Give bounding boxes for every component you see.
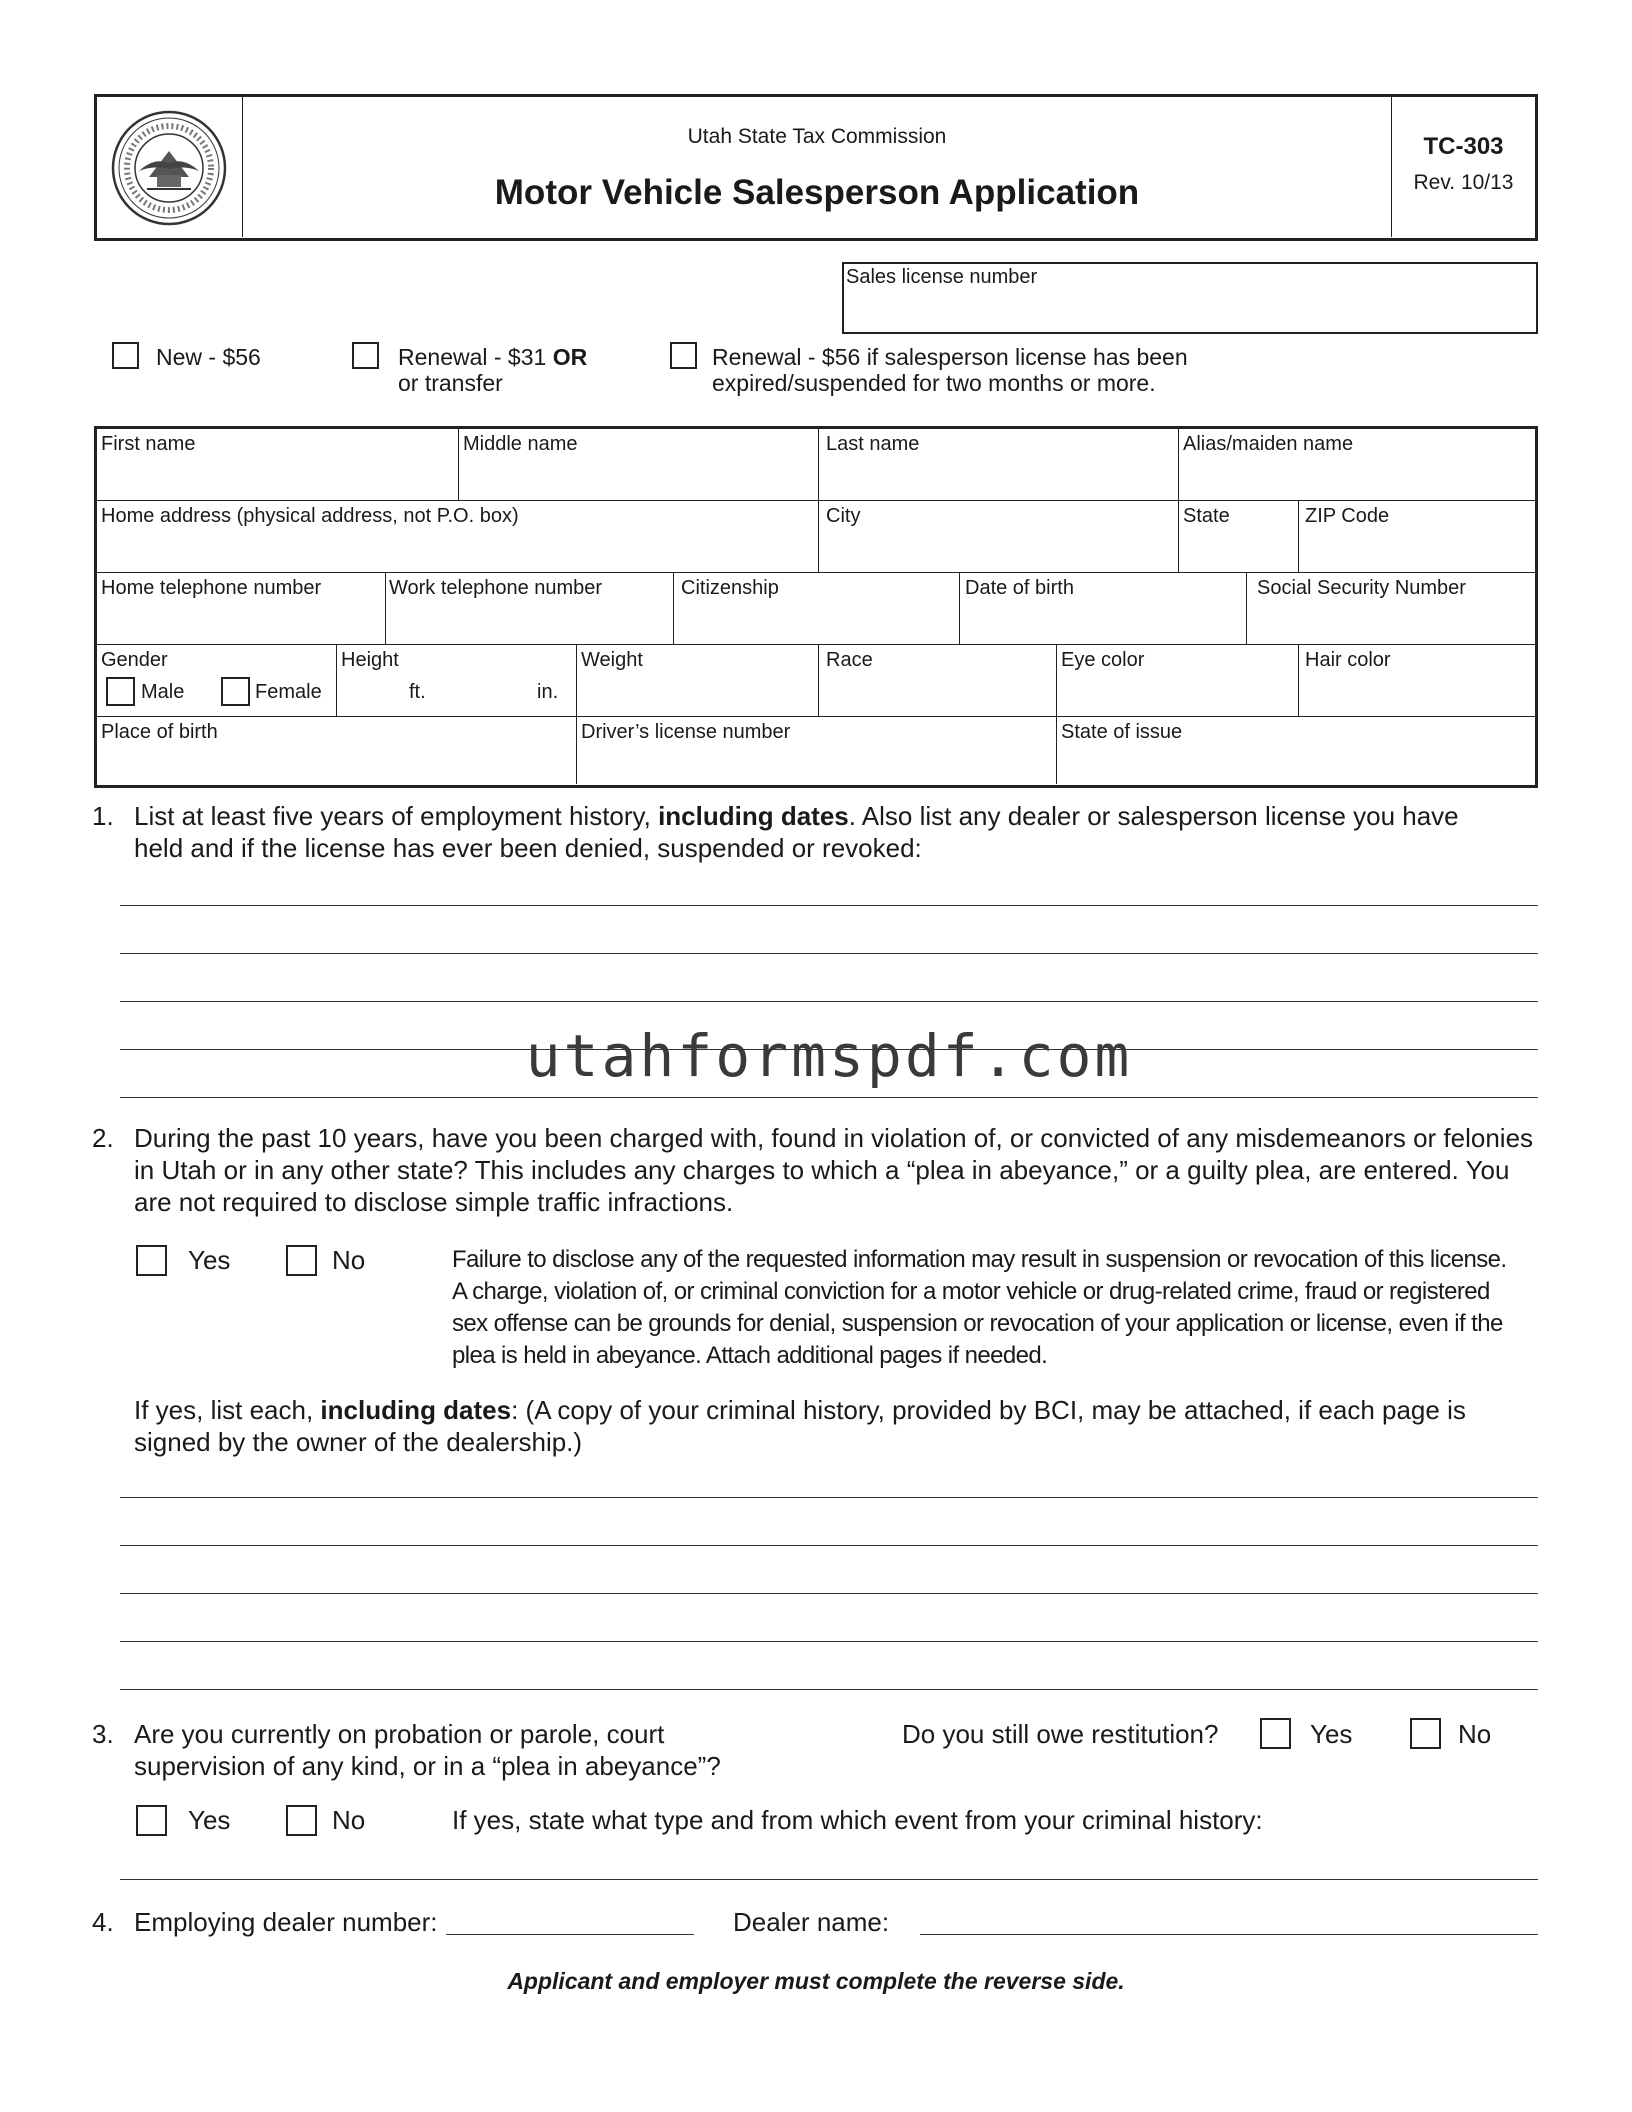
watermark-text: utahformspdf.com — [525, 1022, 1133, 1090]
weight-field[interactable] — [577, 671, 818, 715]
eye-color-field[interactable] — [1057, 671, 1298, 715]
new-fee-label: New - $56 — [156, 344, 261, 370]
q1-answer-line[interactable] — [120, 1001, 1538, 1002]
q1-text-line2: held and if the license has ever been denied, suspended or revoked: — [134, 833, 922, 863]
drivers-license-label: Driver’s license number — [581, 721, 791, 743]
q2-ifyes-b: : (A copy of your criminal history, provided by BCI, may be attached, if each page is — [511, 1395, 1466, 1425]
q1-text-a: List at least five years of employment history, — [134, 801, 659, 831]
renewal-transfer-text: Renewal - $31 — [398, 344, 547, 370]
citizenship-field[interactable] — [674, 599, 959, 643]
restitution-yes-checkbox[interactable] — [1260, 1718, 1291, 1749]
footer-note: Applicant and employer must complete the reverse side. — [507, 1968, 1125, 1994]
renewal-expired-label: Renewal - $56 if salesperson license has been — [712, 344, 1188, 370]
q2-warning-line4: plea is held in abeyance. Attach additional pages if needed. — [452, 1342, 1048, 1369]
height-ft-field[interactable] — [337, 671, 407, 715]
place-of-birth-label: Place of birth — [101, 721, 218, 743]
q2-ifyes-line2: signed by the owner of the dealership.) — [134, 1427, 583, 1457]
q2-warning-line3: sex offense can be grounds for denial, suspension or revocation of your application or license, even if the — [452, 1310, 1503, 1337]
home-phone-label: Home telephone number — [101, 577, 322, 599]
q3-number: 3. — [92, 1719, 114, 1749]
q2-yes-checkbox[interactable] — [136, 1245, 167, 1276]
state-seal-icon — [109, 109, 229, 227]
q2-answer-line[interactable] — [120, 1689, 1538, 1690]
state-label: State — [1183, 505, 1230, 527]
sales-license-label: Sales license number — [846, 266, 1038, 288]
q2-answer-line[interactable] — [120, 1497, 1538, 1498]
drivers-license-field[interactable] — [577, 743, 1056, 783]
q2-yes-label: Yes — [188, 1245, 231, 1275]
alias-field[interactable] — [1179, 455, 1534, 499]
q2-text-line3: are not required to disclose simple traffic infractions. — [134, 1187, 734, 1217]
middle-name-label: Middle name — [463, 433, 578, 455]
weight-label: Weight — [581, 649, 643, 671]
citizenship-label: Citizenship — [681, 577, 779, 599]
q3-no-checkbox[interactable] — [286, 1805, 317, 1836]
q2-answer-line[interactable] — [120, 1641, 1538, 1642]
form-revision: Rev. 10/13 — [1413, 171, 1514, 194]
renewal-expired-sub: expired/suspended for two months or more. — [712, 370, 1156, 396]
dob-label: Date of birth — [965, 577, 1074, 599]
dealer-name-label: Dealer name: — [733, 1907, 890, 1937]
q3-answer-line[interactable] — [120, 1879, 1538, 1880]
city-field[interactable] — [819, 527, 1178, 571]
ssn-label: Social Security Number — [1257, 577, 1466, 599]
q3-yes-label: Yes — [188, 1805, 231, 1835]
hair-color-label: Hair color — [1305, 649, 1391, 671]
last-name-field[interactable] — [819, 455, 1178, 499]
q1-answer-line[interactable] — [120, 953, 1538, 954]
q1-text-b: . Also list any dealer or salesperson license you have — [848, 801, 1459, 831]
restitution-yes-label: Yes — [1310, 1719, 1353, 1749]
renewal-transfer-label — [398, 344, 587, 371]
female-checkbox[interactable] — [221, 677, 250, 706]
q2-answer-line[interactable] — [120, 1545, 1538, 1546]
restitution-no-label: No — [1458, 1719, 1492, 1749]
q2-warning-line1: Failure to disclose any of the requested information may result in suspension or revocation of this license. — [452, 1246, 1507, 1273]
sales-license-field[interactable] — [842, 262, 1538, 334]
q4-number: 4. — [92, 1907, 114, 1937]
personal-info-table — [94, 426, 1538, 788]
home-address-label: Home address (physical address, not P.O. box) — [101, 505, 519, 527]
eye-color-label: Eye color — [1061, 649, 1145, 671]
male-checkbox[interactable] — [106, 677, 135, 706]
q3-yes-checkbox[interactable] — [136, 1805, 167, 1836]
q2-no-checkbox[interactable] — [286, 1245, 317, 1276]
renewal-transfer-checkbox[interactable] — [352, 342, 379, 369]
q2-no-label: No — [332, 1245, 366, 1275]
state-field[interactable] — [1179, 527, 1298, 571]
q1-answer-line[interactable] — [120, 1097, 1538, 1098]
renewal-or-text: OR — [552, 344, 588, 370]
q1-number: 1. — [92, 801, 114, 831]
q2-ifyes-line1 — [134, 1394, 1466, 1426]
race-field[interactable] — [819, 671, 1056, 715]
renewal-transfer-sub: or transfer — [398, 370, 503, 396]
first-name-field[interactable] — [97, 455, 458, 499]
work-phone-label: Work telephone number — [389, 577, 603, 599]
dob-field[interactable] — [960, 599, 1246, 643]
q2-text-line1: During the past 10 years, have you been charged with, found in violation of, or convicted of any misdemeanors or felonies — [134, 1123, 1534, 1153]
height-in-field[interactable] — [442, 671, 532, 715]
q1-answer-line[interactable] — [120, 905, 1538, 906]
zip-label: ZIP Code — [1305, 505, 1390, 527]
q2-text-line2: in Utah or in any other state? This includes any charges to which a “plea in abeyance,” or a guilty plea, are entered. You — [134, 1155, 1510, 1185]
city-label: City — [826, 505, 861, 527]
renewal-expired-checkbox[interactable] — [670, 342, 697, 369]
home-address-field[interactable] — [97, 527, 818, 571]
form-code-cell — [1391, 97, 1535, 237]
race-label: Race — [826, 649, 873, 671]
q3-no-label: No — [332, 1805, 366, 1835]
dealer-name-field[interactable] — [920, 1934, 1538, 1935]
middle-name-field[interactable] — [459, 455, 818, 499]
agency-name: Utah State Tax Commission — [687, 125, 947, 148]
female-label: Female — [255, 681, 322, 703]
new-fee-checkbox[interactable] — [112, 342, 139, 369]
q3-text-line2: supervision of any kind, or in a “plea in abeyance”? — [134, 1751, 721, 1781]
q2-ifyes-a: If yes, list each, — [134, 1395, 321, 1425]
place-of-birth-field[interactable] — [97, 743, 576, 783]
gender-label: Gender — [101, 649, 168, 671]
home-phone-field[interactable] — [97, 599, 385, 643]
state-of-issue-label: State of issue — [1061, 721, 1183, 743]
first-name-label: First name — [101, 433, 196, 455]
q2-answer-line[interactable] — [120, 1593, 1538, 1594]
form-code: TC-303 — [1423, 133, 1504, 160]
hair-color-field[interactable] — [1299, 671, 1534, 715]
q1-text-bold: including dates — [658, 801, 849, 831]
last-name-label: Last name — [826, 433, 920, 455]
work-phone-field[interactable] — [386, 599, 673, 643]
dealer-number-label: Employing dealer number: — [134, 1907, 438, 1937]
page-title: Motor Vehicle Salesperson Application — [494, 173, 1140, 212]
male-label: Male — [141, 681, 185, 703]
zip-field[interactable] — [1299, 527, 1534, 571]
ssn-field[interactable] — [1247, 599, 1534, 643]
dealer-number-field[interactable] — [446, 1934, 694, 1935]
height-label: Height — [341, 649, 399, 671]
q2-ifyes-bold: including dates — [320, 1395, 512, 1425]
q3-ifyes-text: If yes, state what type and from which event from your criminal history: — [452, 1805, 1263, 1835]
restitution-question: Do you still owe restitution? — [902, 1719, 1219, 1749]
alias-label: Alias/maiden name — [1183, 433, 1354, 455]
q1-text-line1 — [134, 800, 1459, 832]
height-ft-label: ft. — [409, 681, 426, 703]
q2-number: 2. — [92, 1123, 114, 1153]
restitution-no-checkbox[interactable] — [1410, 1718, 1441, 1749]
seal-cell — [97, 97, 243, 237]
state-of-issue-field[interactable] — [1057, 743, 1534, 783]
height-in-label: in. — [537, 681, 559, 703]
q3-text-line1: Are you currently on probation or parole, court — [134, 1719, 665, 1749]
q2-warning-line2: A charge, violation of, or criminal conviction for a motor vehicle or drug-related crime, fraud or registered — [452, 1278, 1490, 1305]
form-header — [94, 94, 1538, 241]
